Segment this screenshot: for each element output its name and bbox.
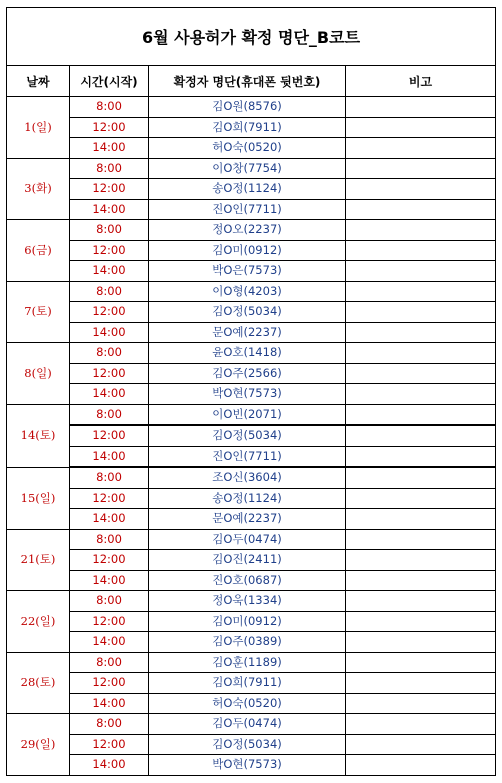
note-cell — [346, 404, 496, 425]
name-cell: 김O정(5034) — [149, 734, 346, 755]
table-row — [7, 302, 496, 323]
note-cell — [346, 343, 496, 364]
note-cell — [346, 570, 496, 591]
name-cell: 김O미(0912) — [149, 611, 346, 632]
table-row — [7, 179, 496, 200]
note-cell — [346, 734, 496, 755]
table-row — [7, 509, 496, 530]
schedule-body — [7, 97, 496, 776]
name-cell: 김O주(2566) — [149, 363, 346, 384]
note-cell — [346, 652, 496, 673]
note-cell — [346, 446, 496, 467]
name-cell: 박O은(7573) — [149, 261, 346, 282]
name-cell: 정O욱(1334) — [149, 591, 346, 612]
table-row — [7, 240, 496, 261]
name-cell: 김O미(0912) — [149, 240, 346, 261]
table-row — [7, 652, 496, 673]
table-row — [7, 467, 496, 488]
page-title: 6월 사용허가 확정 명단_B코트 — [7, 8, 496, 66]
note-cell — [346, 693, 496, 714]
time-cell: 12:00 — [70, 302, 149, 323]
name-cell: 김O훈(1189) — [149, 652, 346, 673]
note-cell — [346, 138, 496, 159]
name-cell: 김O정(5034) — [149, 302, 346, 323]
note-cell — [346, 363, 496, 384]
name-cell: 김O희(7911) — [149, 673, 346, 694]
time-cell: 14:00 — [70, 138, 149, 159]
time-cell: 8:00 — [70, 652, 149, 673]
name-cell: 이O형(4203) — [149, 281, 346, 302]
table-row — [7, 261, 496, 282]
table-row — [7, 550, 496, 571]
time-cell: 8:00 — [70, 343, 149, 364]
time-cell: 8:00 — [70, 529, 149, 550]
note-cell — [346, 632, 496, 653]
note-cell — [346, 179, 496, 200]
note-cell — [346, 755, 496, 776]
date-cell: 29(일) — [7, 714, 70, 776]
time-cell: 12:00 — [70, 550, 149, 571]
table-row — [7, 488, 496, 509]
time-cell: 12:00 — [70, 734, 149, 755]
note-cell — [346, 158, 496, 179]
name-cell: 박O현(7573) — [149, 384, 346, 405]
header-name: 확정자 명단(휴대폰 뒷번호) — [149, 66, 346, 97]
date-cell: 21(토) — [7, 529, 70, 591]
time-cell: 14:00 — [70, 199, 149, 220]
name-cell: 송O정(1124) — [149, 488, 346, 509]
date-cell: 22(일) — [7, 591, 70, 653]
time-cell: 8:00 — [70, 97, 149, 118]
note-cell — [346, 220, 496, 241]
date-cell: 1(일) — [7, 97, 70, 159]
name-cell: 진O호(0687) — [149, 570, 346, 591]
name-cell: 김O정(5034) — [149, 425, 346, 446]
note-cell — [346, 322, 496, 343]
time-cell: 12:00 — [70, 611, 149, 632]
table-row — [7, 384, 496, 405]
schedule-table — [6, 7, 496, 776]
name-cell: 김O희(7911) — [149, 117, 346, 138]
time-cell: 8:00 — [70, 220, 149, 241]
date-cell: 3(화) — [7, 158, 70, 220]
note-cell — [346, 467, 496, 488]
table-row — [7, 425, 496, 446]
table-row — [7, 220, 496, 241]
table-row — [7, 591, 496, 612]
name-cell: 김O진(2411) — [149, 550, 346, 571]
date-cell: 28(토) — [7, 652, 70, 714]
note-cell — [346, 488, 496, 509]
name-cell: 정O오(2237) — [149, 220, 346, 241]
name-cell: 송O정(1124) — [149, 179, 346, 200]
note-cell — [346, 714, 496, 735]
schedule-sheet — [6, 7, 495, 776]
table-row — [7, 693, 496, 714]
note-cell — [346, 97, 496, 118]
time-cell: 14:00 — [70, 446, 149, 467]
header-time: 시간(시작) — [70, 66, 149, 97]
time-cell: 14:00 — [70, 570, 149, 591]
time-cell: 12:00 — [70, 240, 149, 261]
name-cell: 진O인(7711) — [149, 446, 346, 467]
time-cell: 14:00 — [70, 755, 149, 776]
name-cell: 이O빈(2071) — [149, 404, 346, 425]
time-cell: 8:00 — [70, 714, 149, 735]
time-cell: 12:00 — [70, 117, 149, 138]
name-cell: 김O두(0474) — [149, 714, 346, 735]
time-cell: 8:00 — [70, 158, 149, 179]
name-cell: 김O두(0474) — [149, 529, 346, 550]
note-cell — [346, 550, 496, 571]
table-row — [7, 755, 496, 776]
name-cell: 허O숙(0520) — [149, 138, 346, 159]
table-row — [7, 611, 496, 632]
time-cell: 14:00 — [70, 693, 149, 714]
table-row — [7, 281, 496, 302]
time-cell: 14:00 — [70, 261, 149, 282]
time-cell: 12:00 — [70, 673, 149, 694]
time-cell: 14:00 — [70, 509, 149, 530]
time-cell: 8:00 — [70, 281, 149, 302]
note-cell — [346, 117, 496, 138]
note-cell — [346, 591, 496, 612]
table-row — [7, 343, 496, 364]
note-cell — [346, 281, 496, 302]
time-cell: 12:00 — [70, 488, 149, 509]
table-row — [7, 138, 496, 159]
header-date: 날짜 — [7, 66, 70, 97]
table-row — [7, 570, 496, 591]
date-cell: 8(일) — [7, 343, 70, 405]
note-cell — [346, 611, 496, 632]
table-row — [7, 446, 496, 467]
table-row — [7, 322, 496, 343]
table-row — [7, 117, 496, 138]
name-cell: 이O창(7754) — [149, 158, 346, 179]
time-cell: 12:00 — [70, 425, 149, 446]
name-cell: 윤O호(1418) — [149, 343, 346, 364]
table-row — [7, 673, 496, 694]
time-cell: 14:00 — [70, 322, 149, 343]
name-cell: 문O예(2237) — [149, 509, 346, 530]
table-row — [7, 404, 496, 425]
name-cell: 조O신(3604) — [149, 467, 346, 488]
name-cell: 문O예(2237) — [149, 322, 346, 343]
date-cell: 6(금) — [7, 220, 70, 282]
time-cell: 12:00 — [70, 363, 149, 384]
table-row — [7, 199, 496, 220]
note-cell — [346, 425, 496, 446]
time-cell: 8:00 — [70, 467, 149, 488]
note-cell — [346, 384, 496, 405]
table-row — [7, 632, 496, 653]
note-cell — [346, 199, 496, 220]
time-cell: 14:00 — [70, 632, 149, 653]
time-cell: 8:00 — [70, 404, 149, 425]
note-cell — [346, 261, 496, 282]
date-cell: 15(일) — [7, 467, 70, 529]
table-row — [7, 734, 496, 755]
name-cell: 허O숙(0520) — [149, 693, 346, 714]
note-cell — [346, 302, 496, 323]
table-row — [7, 363, 496, 384]
header-note: 비고 — [346, 66, 496, 97]
name-cell: 박O현(7573) — [149, 755, 346, 776]
table-row — [7, 714, 496, 735]
table-row — [7, 529, 496, 550]
time-cell: 14:00 — [70, 384, 149, 405]
note-cell — [346, 240, 496, 261]
note-cell — [346, 529, 496, 550]
date-cell: 7(토) — [7, 281, 70, 343]
table-row — [7, 97, 496, 118]
date-cell: 14(토) — [7, 404, 70, 467]
time-cell: 12:00 — [70, 179, 149, 200]
name-cell: 김O원(8576) — [149, 97, 346, 118]
name-cell: 김O주(0389) — [149, 632, 346, 653]
note-cell — [346, 509, 496, 530]
table-row — [7, 158, 496, 179]
name-cell: 진O인(7711) — [149, 199, 346, 220]
time-cell: 8:00 — [70, 591, 149, 612]
note-cell — [346, 673, 496, 694]
